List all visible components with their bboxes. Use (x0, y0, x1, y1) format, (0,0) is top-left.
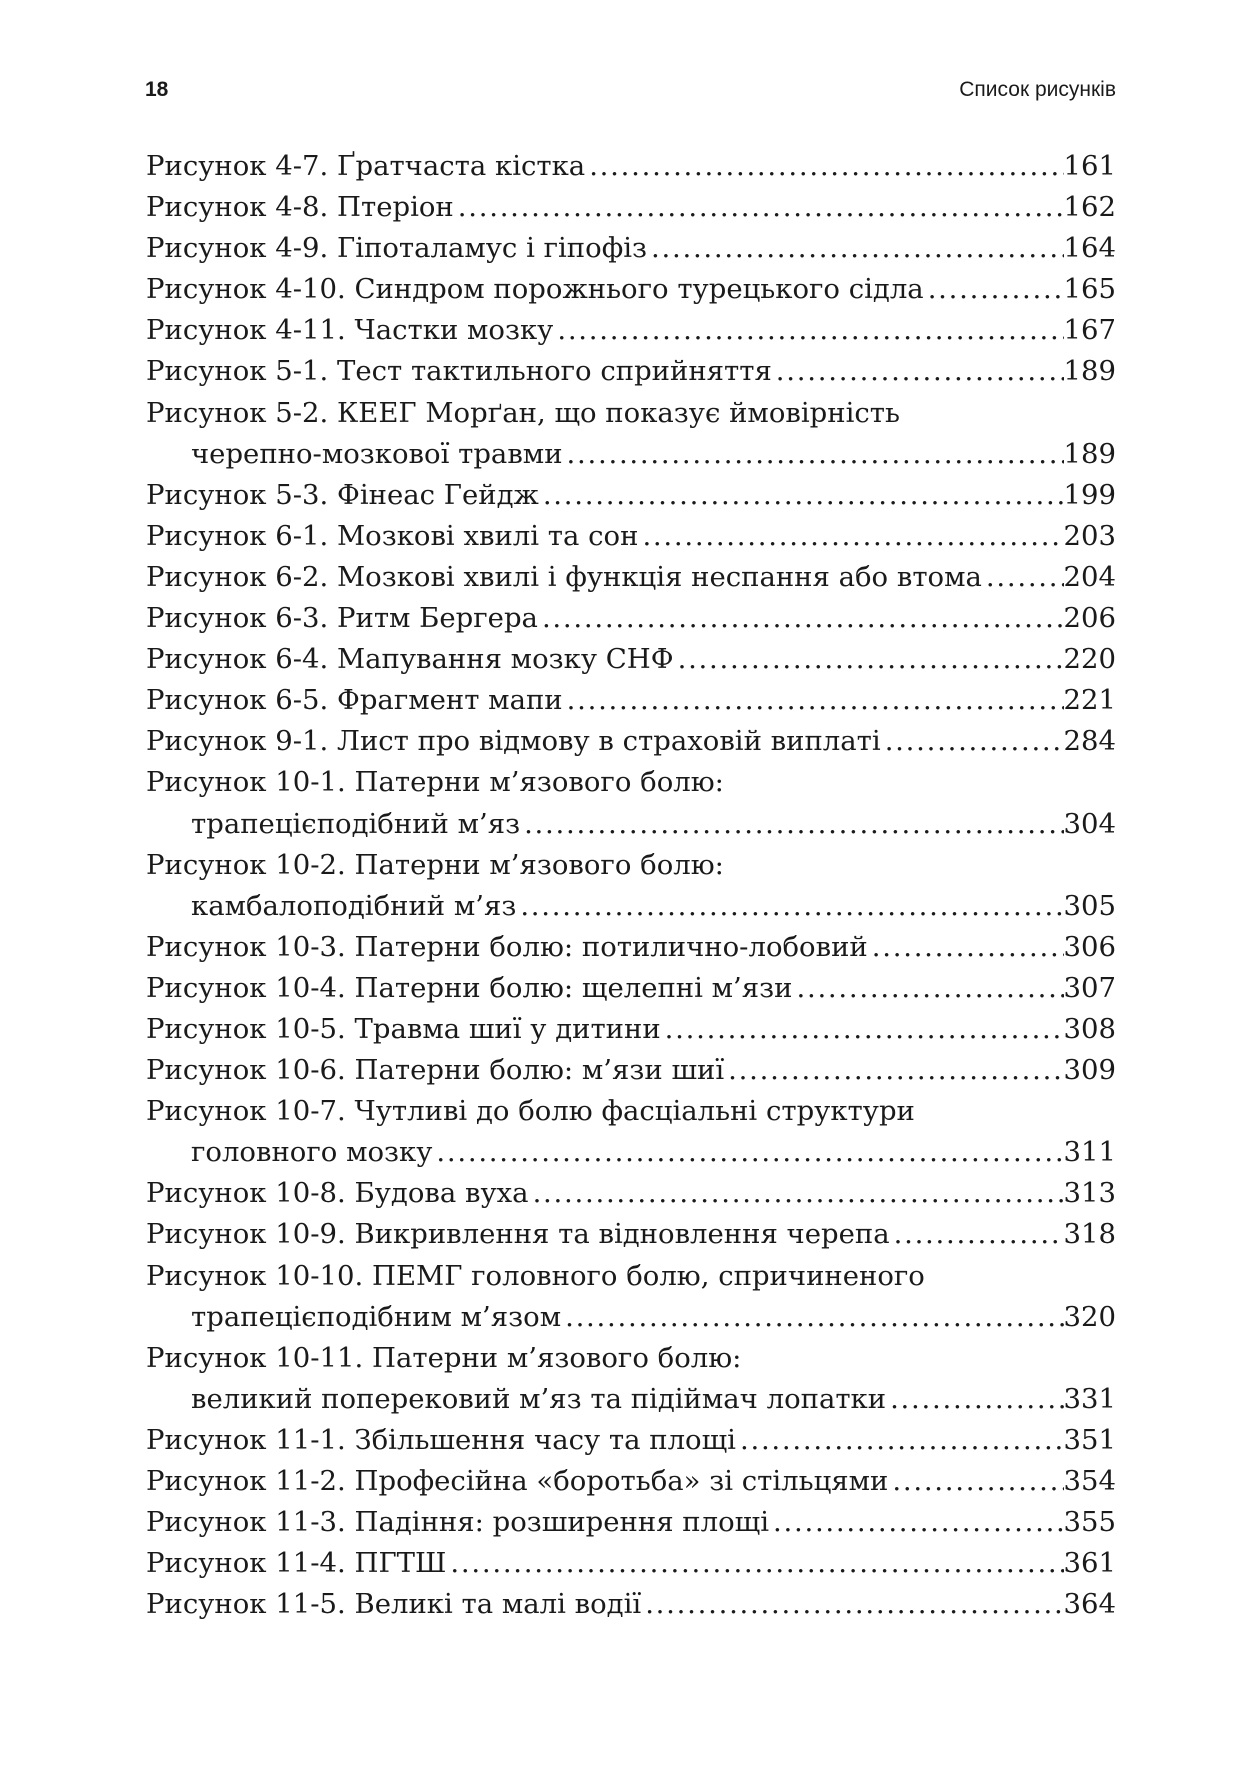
toc-entry-page: 309 (1063, 1054, 1116, 1087)
toc-entry-title: Рисунок 6-4. Мапування мозку СНФ (146, 643, 674, 676)
toc-leader-line (146, 680, 1116, 721)
toc-leader-line (146, 1214, 1116, 1255)
toc-entry-title: Рисунок 10-9. Викривлення та відновлення черепа (146, 1218, 890, 1251)
dot-leader (661, 1009, 1064, 1050)
toc-leader-line (146, 1502, 1116, 1543)
toc-entry-title: Рисунок 4-7. Ґратчаста кістка (146, 150, 586, 182)
dot-leader (539, 475, 1064, 516)
toc-entry-title: Рисунок 10-3. Патерни болю: потилично-лобовий (146, 930, 868, 963)
dot-leader (446, 1543, 1063, 1584)
dot-leader (886, 1379, 1063, 1420)
toc-entry (146, 1091, 1116, 1173)
toc-entry-page: 361 (1063, 1547, 1116, 1580)
toc-entry (146, 1502, 1116, 1543)
toc-entry-page: 220 (1063, 643, 1116, 676)
toc-entry-title: Рисунок 4-8. Птеріон (146, 191, 454, 224)
toc-entry-page: 331 (1063, 1382, 1116, 1415)
dot-leader (769, 1502, 1063, 1543)
dot-leader (516, 886, 1063, 927)
toc-entry-title: Рисунок 10-6. Патерни болю: м’язи шиї (146, 1054, 725, 1087)
toc-entry-page: 354 (1063, 1465, 1116, 1497)
toc-entry-title: Рисунок 4-10. Синдром порожнього турецького сідла (146, 273, 924, 306)
toc-entry (146, 393, 1116, 475)
toc-leader-line (146, 1009, 1116, 1050)
toc-entry (146, 1009, 1116, 1050)
toc-entry-page: 351 (1063, 1423, 1116, 1456)
dot-leader (561, 1297, 1063, 1338)
toc-leader-line (146, 1297, 1116, 1338)
toc-entry-title: Рисунок 10-4. Патерни болю: щелепні м’язи (146, 971, 793, 1004)
toc-entry-title: Рисунок 10-11. Патерни м’язового болю: (146, 1341, 742, 1374)
toc-entry (146, 639, 1116, 680)
toc-entry (146, 1584, 1116, 1625)
toc-entry (146, 1214, 1116, 1255)
dot-leader (529, 1173, 1064, 1214)
toc-entry (146, 269, 1116, 310)
dot-leader (553, 310, 1063, 351)
toc-entry-title: Рисунок 6-1. Мозкові хвилі та сон (146, 519, 639, 552)
toc-leader-line (146, 1584, 1116, 1625)
toc-entry-page: 320 (1063, 1300, 1116, 1333)
toc-leader-line (146, 968, 1116, 1009)
toc-entry-page: 189 (1063, 355, 1116, 388)
dot-leader (982, 557, 1064, 598)
toc-entry-title-continuation: головного мозку (191, 1136, 433, 1169)
toc-entry-title: Рисунок 5-3. Фінеас Гейдж (146, 478, 539, 511)
toc-leader-line (146, 598, 1116, 639)
toc-leader-line (146, 1543, 1116, 1584)
toc-leader-line (146, 1132, 1116, 1173)
toc-leader-line (146, 1461, 1116, 1502)
toc-entry-page: 189 (1063, 437, 1116, 470)
toc-entry (146, 1050, 1116, 1091)
toc-entry (146, 1173, 1116, 1214)
dot-leader (454, 187, 1064, 228)
toc-entry (146, 927, 1116, 968)
dot-leader (724, 1050, 1063, 1091)
dot-leader (924, 269, 1064, 310)
toc-entry-title: Рисунок 10-1. Патерни м’язового болю: (146, 766, 724, 799)
dot-leader (638, 516, 1063, 557)
dot-leader (647, 228, 1063, 269)
dot-leader (432, 1132, 1063, 1173)
toc-entry (146, 762, 1116, 844)
toc-entry-title: Рисунок 6-3. Ритм Бергера (146, 602, 538, 635)
toc-entry (146, 228, 1116, 269)
toc-entry-page: 203 (1063, 519, 1116, 552)
dot-leader (792, 968, 1063, 1009)
dot-leader (538, 598, 1064, 639)
dot-leader (868, 927, 1064, 968)
toc-entry-title: Рисунок 5-2. КЕЕГ Морґан, що показує ймовірність (146, 396, 900, 429)
dot-leader (585, 146, 1063, 187)
toc-leader-line (146, 310, 1116, 351)
toc-entry-title: Рисунок 10-8. Будова вуха (146, 1177, 529, 1210)
toc-entry-title: Рисунок 11-1. Збільшення часу та площі (146, 1423, 736, 1456)
dot-leader (736, 1420, 1064, 1461)
toc-entry-title: Рисунок 5-1. Тест тактильного сприйняття (146, 355, 772, 388)
toc-leader-line (146, 434, 1116, 475)
dot-leader (890, 1214, 1064, 1255)
toc-entry-title-continuation: черепно-мозкової травми (191, 437, 563, 470)
list-of-figures (146, 146, 1116, 1625)
toc-entry-title: Рисунок 4-9. Гіпоталамус і гіпофіз (146, 232, 648, 265)
toc-leader-line (146, 1050, 1116, 1091)
toc-leader-line (146, 146, 1116, 187)
toc-leader-line (146, 228, 1116, 269)
toc-entry (146, 1420, 1116, 1461)
toc-entry (146, 475, 1116, 516)
toc-entry (146, 721, 1116, 762)
dot-leader (520, 804, 1063, 845)
toc-leader-line (146, 804, 1116, 845)
toc-entry-page: 164 (1063, 232, 1116, 265)
toc-entry-page: 162 (1063, 191, 1116, 224)
toc-entry-page: 318 (1063, 1218, 1116, 1251)
toc-entry-title: Рисунок 6-2. Мозкові хвилі і функція неспання або втома (146, 560, 982, 593)
toc-leader-line (146, 557, 1116, 598)
toc-entry-page: 364 (1063, 1588, 1116, 1621)
toc-entry (146, 310, 1116, 351)
toc-entry-page: 167 (1063, 314, 1116, 347)
toc-entry-title: Рисунок 11-4. ПГТШ (146, 1547, 447, 1580)
toc-entry (146, 351, 1116, 392)
toc-leader-line (146, 1173, 1116, 1214)
dot-leader (888, 1461, 1063, 1502)
toc-entry-title: Рисунок 10-5. Травма шиї у дитини (146, 1012, 661, 1045)
toc-entry (146, 968, 1116, 1009)
toc-entry-title: Рисунок 10-2. Патерни м’язового болю: (146, 848, 724, 881)
toc-leader-line (146, 927, 1116, 968)
dot-leader (641, 1584, 1063, 1625)
toc-leader-line (146, 1379, 1116, 1420)
page-number: 18 (145, 78, 169, 101)
toc-leader-line (146, 269, 1116, 310)
toc-entry-title: Рисунок 11-2. Професійна «боротьба» зі стільцями (146, 1465, 889, 1497)
toc-entry-page: 161 (1063, 150, 1116, 182)
toc-entry-page: 313 (1063, 1177, 1116, 1210)
toc-entry (146, 1543, 1116, 1584)
toc-entry (146, 680, 1116, 721)
toc-leader-line (146, 475, 1116, 516)
toc-leader-line (146, 1420, 1116, 1461)
toc-leader-line (146, 639, 1116, 680)
toc-leader-line (146, 886, 1116, 927)
toc-entry-title-continuation: трапецієподібний м’яз (191, 807, 521, 840)
toc-entry (146, 557, 1116, 598)
toc-entry-page: 311 (1063, 1136, 1116, 1169)
toc-entry-title-continuation: трапецієподібним м’язом (191, 1300, 562, 1333)
toc-entry-page: 204 (1063, 560, 1116, 593)
dot-leader (563, 434, 1064, 475)
dot-leader (772, 351, 1064, 392)
dot-leader (563, 680, 1064, 721)
toc-entry-page: 305 (1063, 889, 1116, 922)
dot-leader (674, 639, 1064, 680)
toc-leader-line (146, 516, 1116, 557)
toc-entry (146, 146, 1116, 187)
dot-leader (881, 721, 1064, 762)
toc-entry-page: 307 (1063, 971, 1116, 1004)
toc-entry-title-continuation: камбалоподібний м’яз (191, 889, 517, 922)
toc-leader-line (146, 721, 1116, 762)
toc-leader-line (146, 351, 1116, 392)
toc-entry-page: 206 (1063, 602, 1116, 635)
toc-entry-title: Рисунок 10-10. ПЕМГ головного болю, спричиненого (146, 1259, 925, 1292)
toc-entry (146, 1461, 1116, 1502)
toc-leader-line (146, 187, 1116, 228)
toc-entry-title: Рисунок 10-7. Чутливі до болю фасціальні структури (146, 1095, 915, 1128)
toc-entry-page: 306 (1063, 930, 1116, 963)
toc-entry-title: Рисунок 4-11. Частки мозку (146, 314, 554, 347)
toc-entry-page: 304 (1063, 807, 1116, 840)
toc-entry-page: 355 (1063, 1506, 1116, 1539)
toc-entry (146, 187, 1116, 228)
toc-entry-title-continuation: великий поперековий м’яз та підіймач лопатки (191, 1382, 887, 1415)
toc-entry (146, 845, 1116, 927)
toc-entry-page: 221 (1063, 684, 1116, 717)
running-title: Список рисунків (959, 78, 1116, 101)
toc-entry-page: 165 (1063, 273, 1116, 306)
toc-entry-title: Рисунок 6-5. Фрагмент мапи (146, 684, 563, 717)
toc-entry (146, 1338, 1116, 1420)
toc-entry-page: 199 (1063, 478, 1116, 511)
toc-entry (146, 1256, 1116, 1338)
toc-entry-title: Рисунок 11-5. Великі та малі водії (146, 1588, 642, 1621)
toc-entry (146, 516, 1116, 557)
toc-entry-title: Рисунок 11-3. Падіння: розширення площі (146, 1506, 770, 1539)
toc-entry (146, 598, 1116, 639)
toc-entry-title: Рисунок 9-1. Лист про відмову в страховій виплаті (146, 725, 881, 758)
toc-entry-page: 284 (1063, 725, 1116, 758)
toc-entry-page: 308 (1063, 1012, 1116, 1045)
